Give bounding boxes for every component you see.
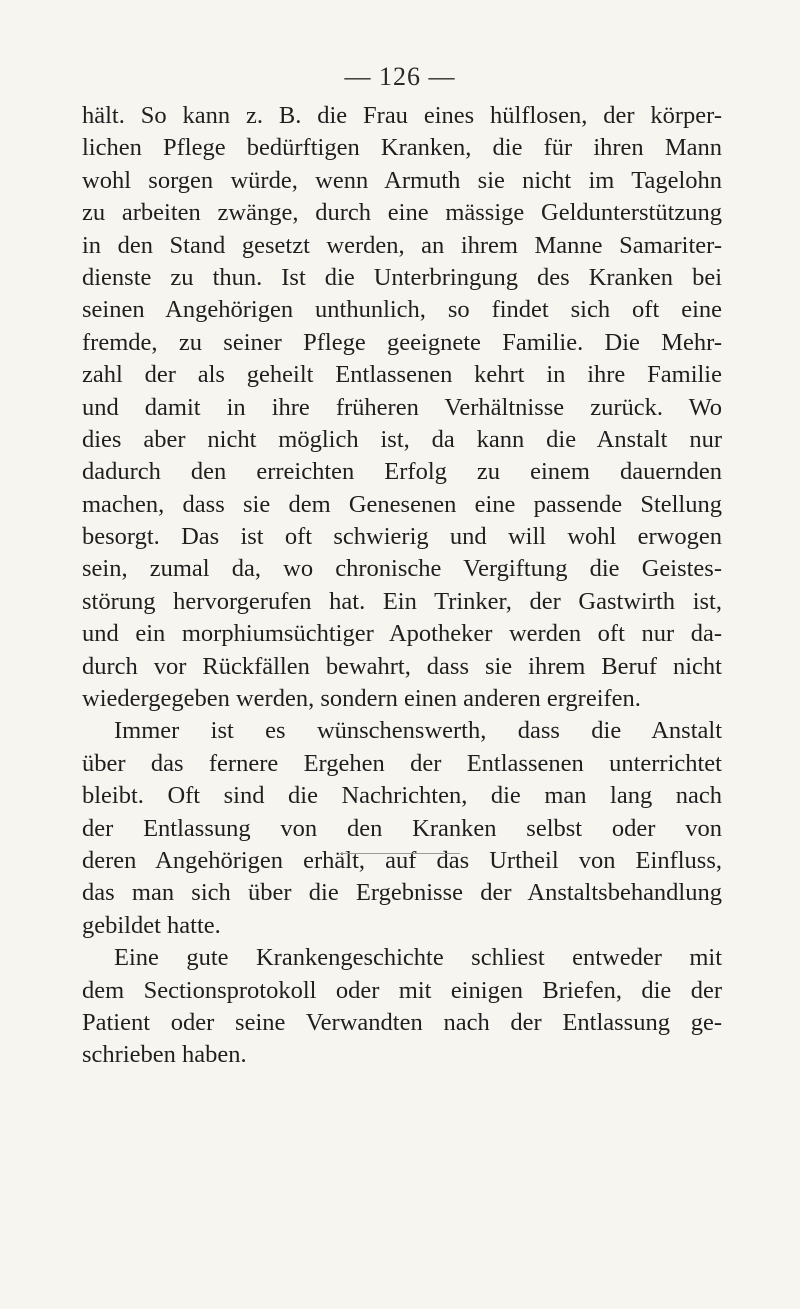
- text-line: das man sich über die Ergebnisse der Anstaltsbehandlung: [82, 879, 722, 907]
- text-line: durch vor Rückfällen bewahrt, dass sie ihrem Beruf nicht: [82, 652, 722, 680]
- text-line: dienste zu thun. Ist die Unterbringung des Kranken bei: [82, 263, 722, 291]
- text-line: Patient oder seine Verwandten nach der Entlassung ge-: [82, 1008, 722, 1036]
- text-line: wiedergegeben werden, sondern einen anderen ergreifen.: [82, 685, 641, 713]
- text-line: bleibt. Oft sind die Nachrichten, die man lang nach: [82, 782, 722, 810]
- text-line: hält. So kann z. B. die Frau eines hülflosen, der körper-: [82, 102, 722, 129]
- text-line: über das fernere Ergehen der Entlassenen unterrichtet: [82, 749, 722, 777]
- text-line: gebildet hatte.: [82, 911, 221, 939]
- text-line: schrieben haben.: [82, 1041, 247, 1069]
- paragraph-3: [82, 942, 722, 1072]
- text-line: zahl der als geheilt Entlassenen kehrt in ihre Familie: [82, 361, 722, 389]
- body-text: [82, 100, 722, 1072]
- text-line: dem Sectionsprotokoll oder mit einigen Briefen, die der: [82, 976, 722, 1004]
- paragraph-2: [82, 715, 722, 942]
- text-line: dadurch den erreichten Erfolg zu einem dauernden: [82, 458, 722, 486]
- paragraph-1: [82, 100, 722, 715]
- text-line: Eine gute Krankengeschichte schliest entweder mit: [114, 944, 722, 972]
- text-line: besorgt. Das ist oft schwierig und will wohl erwogen: [82, 523, 722, 551]
- text-line: lichen Pflege bedürftigen Kranken, die für ihren Mann: [82, 134, 722, 162]
- text-line: störung hervorgerufen hat. Ein Trinker, der Gastwirth ist,: [82, 587, 722, 615]
- text-line: der Entlassung von den Kranken selbst oder von: [82, 814, 722, 842]
- text-line: in den Stand gesetzt werden, an ihrem Manne Samariter-: [82, 231, 722, 259]
- text-line: und ein morphiumsüchtiger Apotheker werden oft nur da-: [82, 620, 722, 648]
- text-line: fremde, zu seiner Pflege geeignete Familie. Die Mehr-: [82, 328, 722, 356]
- text-line: seinen Angehörigen unthunlich, so findet sich oft eine: [82, 296, 722, 324]
- text-line: deren Angehörigen erhält, auf das Urtheil von Einfluss,: [82, 846, 722, 874]
- text-line: machen, dass sie dem Genesenen eine passende Stellung: [82, 490, 722, 518]
- text-line: dies aber nicht möglich ist, da kann die Anstalt nur: [82, 425, 722, 453]
- text-line: Immer ist es wünschenswerth, dass die Anstalt: [114, 717, 722, 745]
- text-line: sein, zumal da, wo chronische Vergiftung die Geistes-: [82, 555, 722, 583]
- page-number: — 126 —: [344, 62, 456, 91]
- text-line: und damit in ihre früheren Verhältnisse zurück. Wo: [82, 393, 722, 421]
- end-rule: [340, 853, 460, 854]
- text-line: zu arbeiten zwänge, durch eine mässige Geldunterstützung: [82, 199, 722, 227]
- text-line: wohl sorgen würde, wenn Armuth sie nicht im Tagelohn: [82, 166, 722, 194]
